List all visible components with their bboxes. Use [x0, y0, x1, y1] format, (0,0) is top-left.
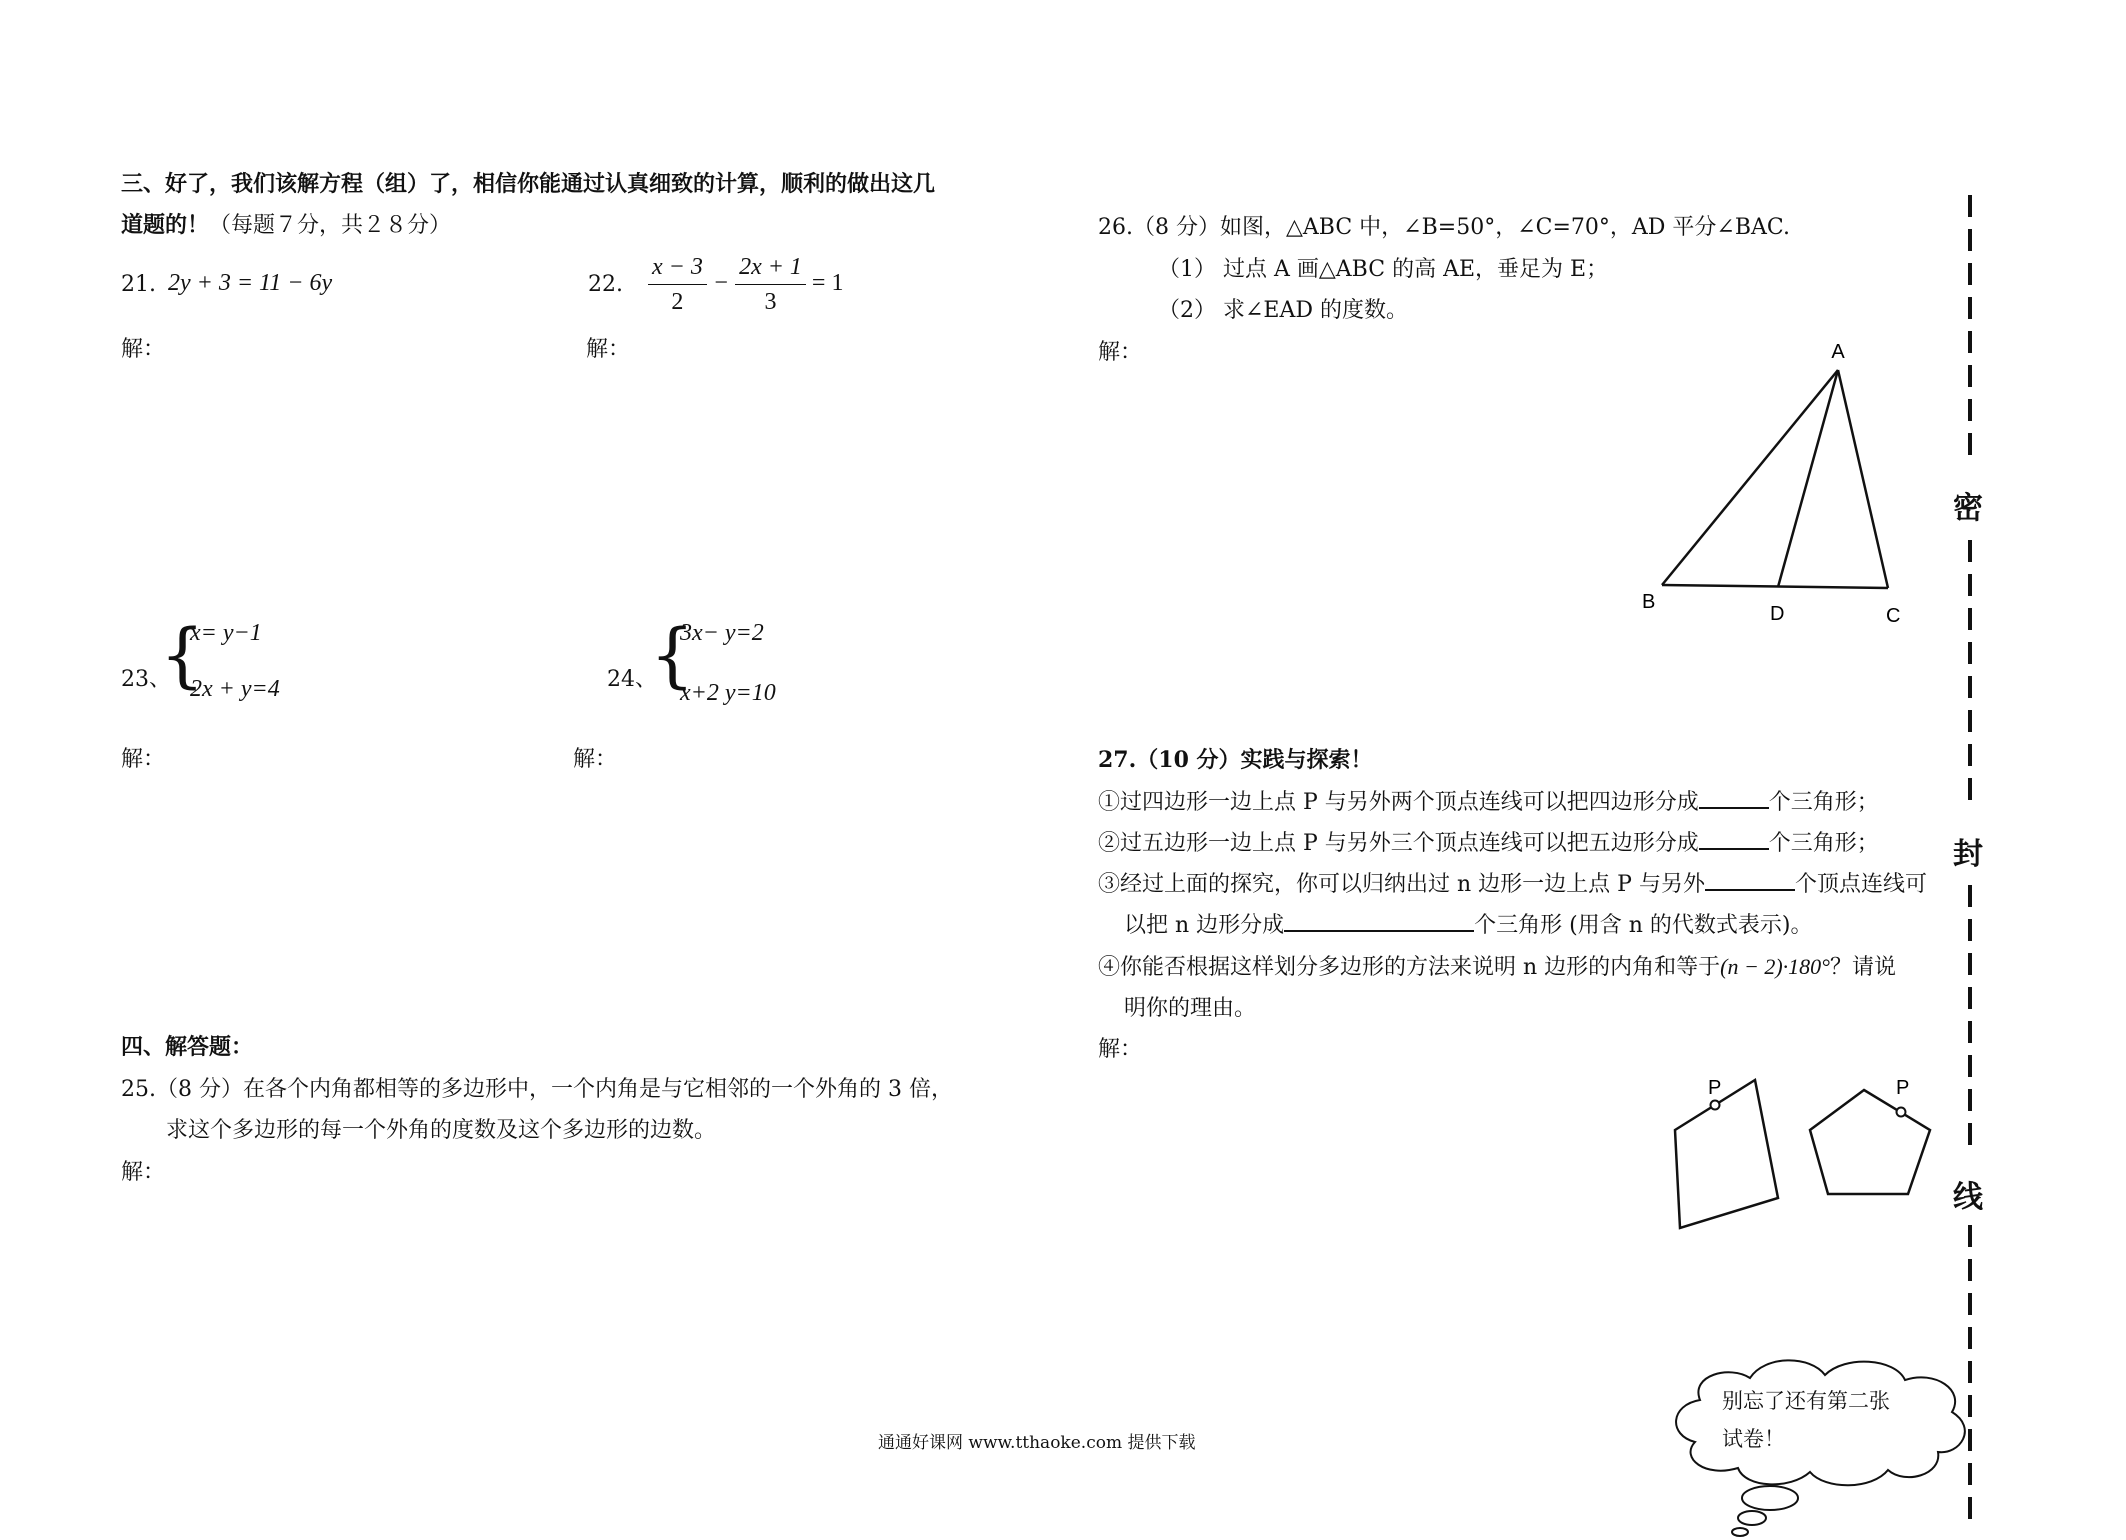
seal-char-mi: 密 [1953, 491, 1983, 526]
q27-item4-line2: 明你的理由。 [1124, 996, 1257, 1021]
q24-solve-label: 解： [573, 747, 618, 772]
q26-part1: （1） 过点 A 画△ABC 的高 AE，垂足为 E； [1158, 257, 1609, 282]
triangle-side-ac [1838, 370, 1888, 588]
quadrilateral-shape [1675, 1080, 1778, 1228]
bubble-dot-3 [1732, 1528, 1748, 1536]
q25-line1: 25.（8 分）在各个内角都相等的多边形中，一个内角是与它相邻的一个外角的 3 倍， [121, 1077, 953, 1102]
q22-number: 22. [588, 272, 623, 297]
cloud-outline [1676, 1360, 1965, 1485]
q26-line1: 26.（8 分）如图，△ABC 中，∠B=50°，∠C=70°，AD 平分∠BAC. [1098, 215, 1790, 240]
q25-solve-label: 解： [121, 1160, 166, 1185]
q23-eq1: x= y−1 [190, 620, 262, 646]
q27-item4-expression: (n − 2)·180° [1720, 954, 1830, 979]
answer-blank-1[interactable] [1699, 785, 1769, 809]
answer-blank-2[interactable] [1699, 826, 1769, 850]
section3-heading-line2 [121, 208, 451, 239]
q22-solve-label: 解： [586, 337, 631, 362]
q22-minus: − [712, 270, 730, 297]
q23-number: 23、 [121, 667, 171, 692]
bubble-dot-2 [1738, 1511, 1766, 1525]
q22-rhs: = 1 [811, 270, 844, 297]
q25-line2: 求这个多边形的每一个外角的度数及这个多边形的边数。 [166, 1118, 717, 1143]
vertex-label-d: D [1770, 603, 1785, 625]
bubble-dot-1 [1742, 1486, 1798, 1510]
q26-part2: （2） 求∠EAD 的度数。 [1158, 298, 1409, 323]
point-p-label-2: P [1896, 1077, 1910, 1099]
q27-pentagon-figure [1800, 1070, 1940, 1205]
seal-char-xian: 线 [1953, 1180, 1983, 1215]
q27-item1: ①过四边形一边上点 P 与另外两个顶点连线可以把四边形分成 个三角形； [1098, 785, 1879, 816]
q24-number: 24、 [607, 667, 657, 692]
q22-fraction-2: $\frac{2x + 1}{3}$ [735, 250, 806, 319]
q27-item2: ②过五边形一边上点 P 与另外三个顶点连线可以把五边形分成 个三角形； [1098, 826, 1879, 857]
answer-blank-4[interactable] [1284, 908, 1474, 932]
section3-heading-line1: 三、好了，我们该解方程（组）了，相信你能通过认真细致的计算，顺利的做出这几 [121, 171, 936, 197]
point-p-marker-2 [1897, 1108, 1906, 1117]
point-p-label-1: P [1708, 1077, 1722, 1099]
page-footer: 通通好课网 www.tthaoke.com 提供下载 [878, 1433, 1196, 1453]
point-p-marker-1 [1711, 1101, 1720, 1110]
q24-eq1: 3x− y=2 [680, 620, 764, 646]
q24-eq2: x+2 y=10 [680, 680, 776, 706]
bubble-text-line1: 别忘了还有第二张 [1722, 1389, 1890, 1413]
q27-item3-line1: ③经过上面的探究，你可以归纳出过 n 边形一边上点 P 与另外 个顶点连线可 [1098, 867, 1927, 898]
answer-blank-3[interactable] [1705, 867, 1795, 891]
q24-brace: { [650, 614, 695, 696]
q27-item3-line2: 以把 n 边形分成 个三角形 (用含 n 的代数式表示)。 [1124, 908, 1812, 939]
section3-heading-scoring: （每题７分，共２８分） [209, 213, 452, 238]
q23-brace: { [160, 614, 205, 696]
q22-equation [648, 250, 843, 319]
q27-item4-line1: ④你能否根据这样划分多边形的方法来说明 n 边形的内角和等于(n − 2)·180°？请说 [1098, 954, 1896, 980]
q21-solve-label: 解： [121, 337, 166, 362]
q23-eq2: 2x + y=4 [190, 676, 280, 702]
bubble-text-line2: 试卷！ [1722, 1427, 1785, 1451]
section3-heading-bold: 道题的！ [121, 212, 210, 238]
vertex-label-c: C [1886, 605, 1901, 627]
q26-solve-label: 解： [1098, 340, 1143, 365]
vertex-label-a: A [1831, 341, 1845, 363]
q27-solve-label: 解： [1098, 1037, 1143, 1062]
section4-heading: 四、解答题： [121, 1034, 254, 1060]
q21-equation: 2y + 3 = 11 − 6y [168, 270, 333, 296]
q26-triangle-figure [1620, 330, 1920, 640]
angle-bisector-ad [1778, 370, 1838, 587]
q27-quadrilateral-figure [1660, 1070, 1780, 1240]
vertex-label-b: B [1642, 591, 1656, 613]
q23-solve-label: 解： [121, 747, 166, 772]
triangle-side-ab [1662, 370, 1838, 585]
triangle-side-bc [1662, 585, 1888, 588]
q27-title: 27.（10 分）实践与探索！ [1098, 747, 1373, 773]
q22-fraction-1: $\frac{x - 3}{2}$ [648, 250, 707, 319]
seal-char-feng: 封 [1953, 837, 1983, 872]
q21-number: 21. [121, 272, 156, 297]
pentagon-shape [1810, 1090, 1930, 1194]
reminder-thought-bubble [1660, 1350, 1980, 1540]
